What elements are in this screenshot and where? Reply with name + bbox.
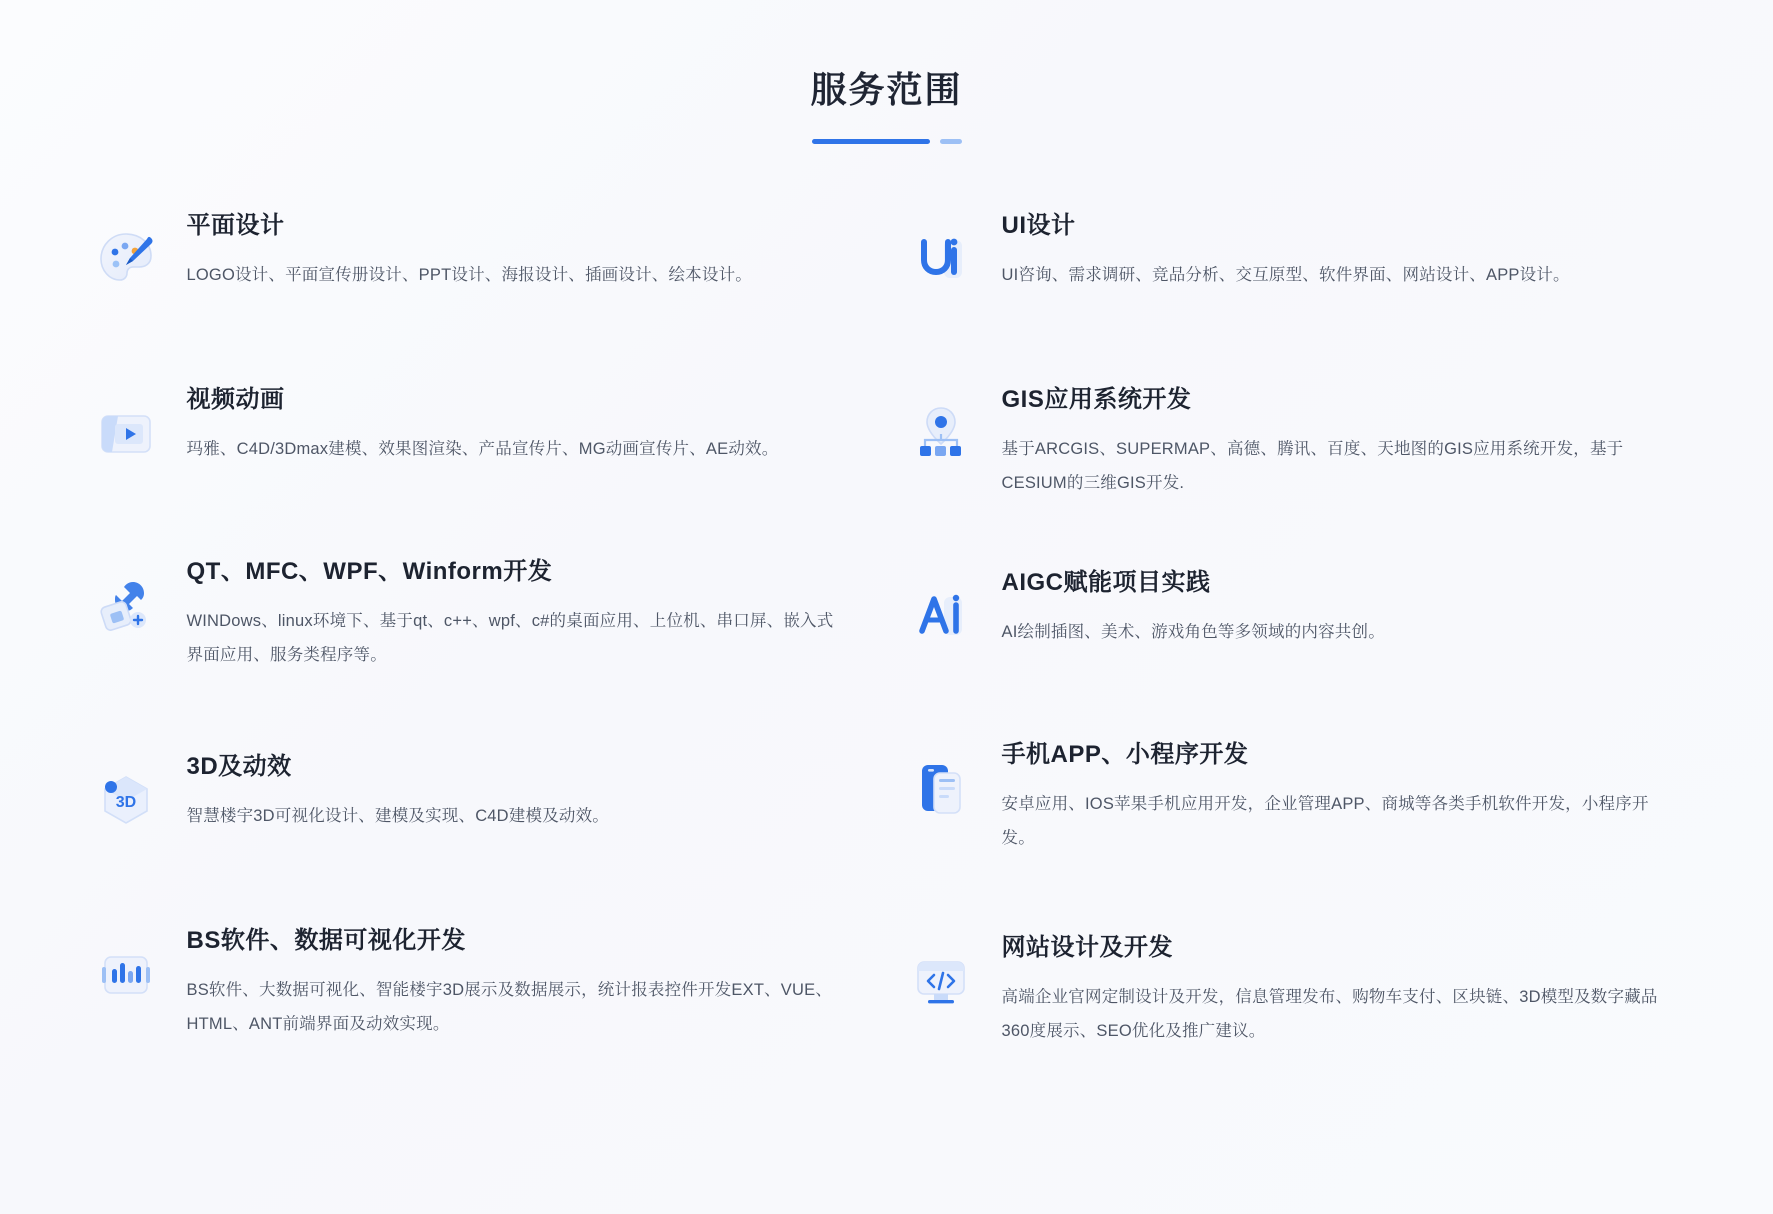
service-item-desktop-development[interactable] bbox=[87, 552, 882, 673]
service-text bbox=[187, 380, 779, 467]
service-text bbox=[187, 921, 847, 1042]
palette-brush-icon bbox=[87, 220, 165, 298]
service-item-website-development[interactable] bbox=[902, 928, 1737, 1049]
service-text bbox=[1002, 563, 1385, 650]
service-title: 手机APP、小程序开发 bbox=[1001, 740, 1249, 768]
service-title: BS软件、数据可视化开发 bbox=[186, 926, 466, 954]
service-title: 3D及动效 bbox=[186, 752, 292, 780]
services-column-left bbox=[37, 196, 882, 1048]
service-text bbox=[1002, 735, 1662, 856]
service-text bbox=[187, 747, 610, 834]
service-desc: 安卓应用、IOS苹果手机应用开发，企业管理APP、商城等各类手机软件开发，小程序开发。 bbox=[1001, 795, 1649, 847]
service-text bbox=[1002, 928, 1662, 1049]
bar-chart-icon bbox=[87, 935, 165, 1013]
services-grid bbox=[37, 196, 1737, 1048]
service-title: GIS应用系统开发 bbox=[1001, 386, 1192, 413]
service-desc: 高端企业官网定制设计及开发，信息管理发布、购物车支付、区块链、3D模型及数字藏品360度展示、SEO优化及推广建议。 bbox=[1001, 987, 1658, 1040]
service-desc: 基于ARCGIS、SUPERMAP、高德、腾讯、百度、天地图的GIS应用系统开发，基于CESIUM的三维GIS开发. bbox=[1001, 440, 1624, 492]
service-text bbox=[1002, 206, 1570, 293]
service-item-aigc-practice[interactable] bbox=[902, 563, 1737, 655]
service-item-ui-design[interactable] bbox=[902, 206, 1737, 298]
service-title: QT、MFC、WPF、Winform开发 bbox=[186, 558, 553, 585]
service-title: 视频动画 bbox=[186, 386, 285, 413]
service-desc: UI咨询、需求调研、竞品分析、交互原型、软件界面、网站设计、APP设计。 bbox=[1001, 266, 1570, 285]
video-play-icon bbox=[87, 394, 165, 472]
service-desc: BS软件、大数据可视化、智能楼宇3D展示及数据展示，统计报表控件开发EXT、VUE、HTML、ANT前端界面及动效实现。 bbox=[186, 981, 833, 1033]
service-title: UI设计 bbox=[1001, 212, 1076, 239]
service-title: AIGC赋能项目实践 bbox=[1001, 568, 1211, 596]
title-underline-bar bbox=[812, 139, 930, 144]
page-header bbox=[0, 0, 1773, 144]
service-item-3d-motion[interactable] bbox=[87, 747, 882, 839]
service-item-gis-development[interactable] bbox=[902, 380, 1737, 501]
code-window-icon bbox=[902, 942, 980, 1020]
service-desc: WINDows、linux环境下、基于qt、c++、wpf、c#的桌面应用、上位机、串口屏、嵌入式界面应用、服务类程序等。 bbox=[186, 612, 834, 664]
cube-3d-icon bbox=[87, 761, 165, 839]
services-column-right bbox=[892, 196, 1737, 1048]
map-pin-network-icon bbox=[902, 394, 980, 472]
service-item-video-animation[interactable] bbox=[87, 380, 882, 472]
service-item-graphic-design[interactable] bbox=[87, 206, 882, 298]
service-item-bs-data-visualization[interactable] bbox=[87, 921, 882, 1042]
ai-letters-icon bbox=[902, 577, 980, 655]
service-text bbox=[1002, 380, 1662, 501]
service-title: 网站设计及开发 bbox=[1001, 933, 1173, 961]
service-desc: 智慧楼宇3D可视化设计、建模及实现、C4D建模及动效。 bbox=[186, 807, 610, 825]
title-underline-accent bbox=[940, 139, 962, 144]
title-underline bbox=[812, 139, 962, 144]
service-desc: LOGO设计、平面宣传册设计、PPT设计、海报设计、插画设计、绘本设计。 bbox=[186, 266, 752, 285]
puzzle-tools-icon bbox=[87, 566, 165, 644]
service-desc: AI绘制插图、美术、游戏角色等多领域的内容共创。 bbox=[1001, 623, 1385, 641]
service-text bbox=[187, 206, 752, 293]
svg-text:3D: 3D bbox=[115, 793, 136, 811]
service-item-mobile-app[interactable] bbox=[902, 735, 1737, 856]
mobile-phone-icon bbox=[902, 749, 980, 827]
ui-letters-icon bbox=[902, 220, 980, 298]
service-desc: 玛雅、C4D/3Dmax建模、效果图渲染、产品宣传片、MG动画宣传片、AE动效。 bbox=[186, 440, 779, 459]
service-title: 平面设计 bbox=[186, 212, 285, 239]
page-title: 服务范围 bbox=[810, 69, 963, 110]
service-text bbox=[187, 552, 847, 673]
